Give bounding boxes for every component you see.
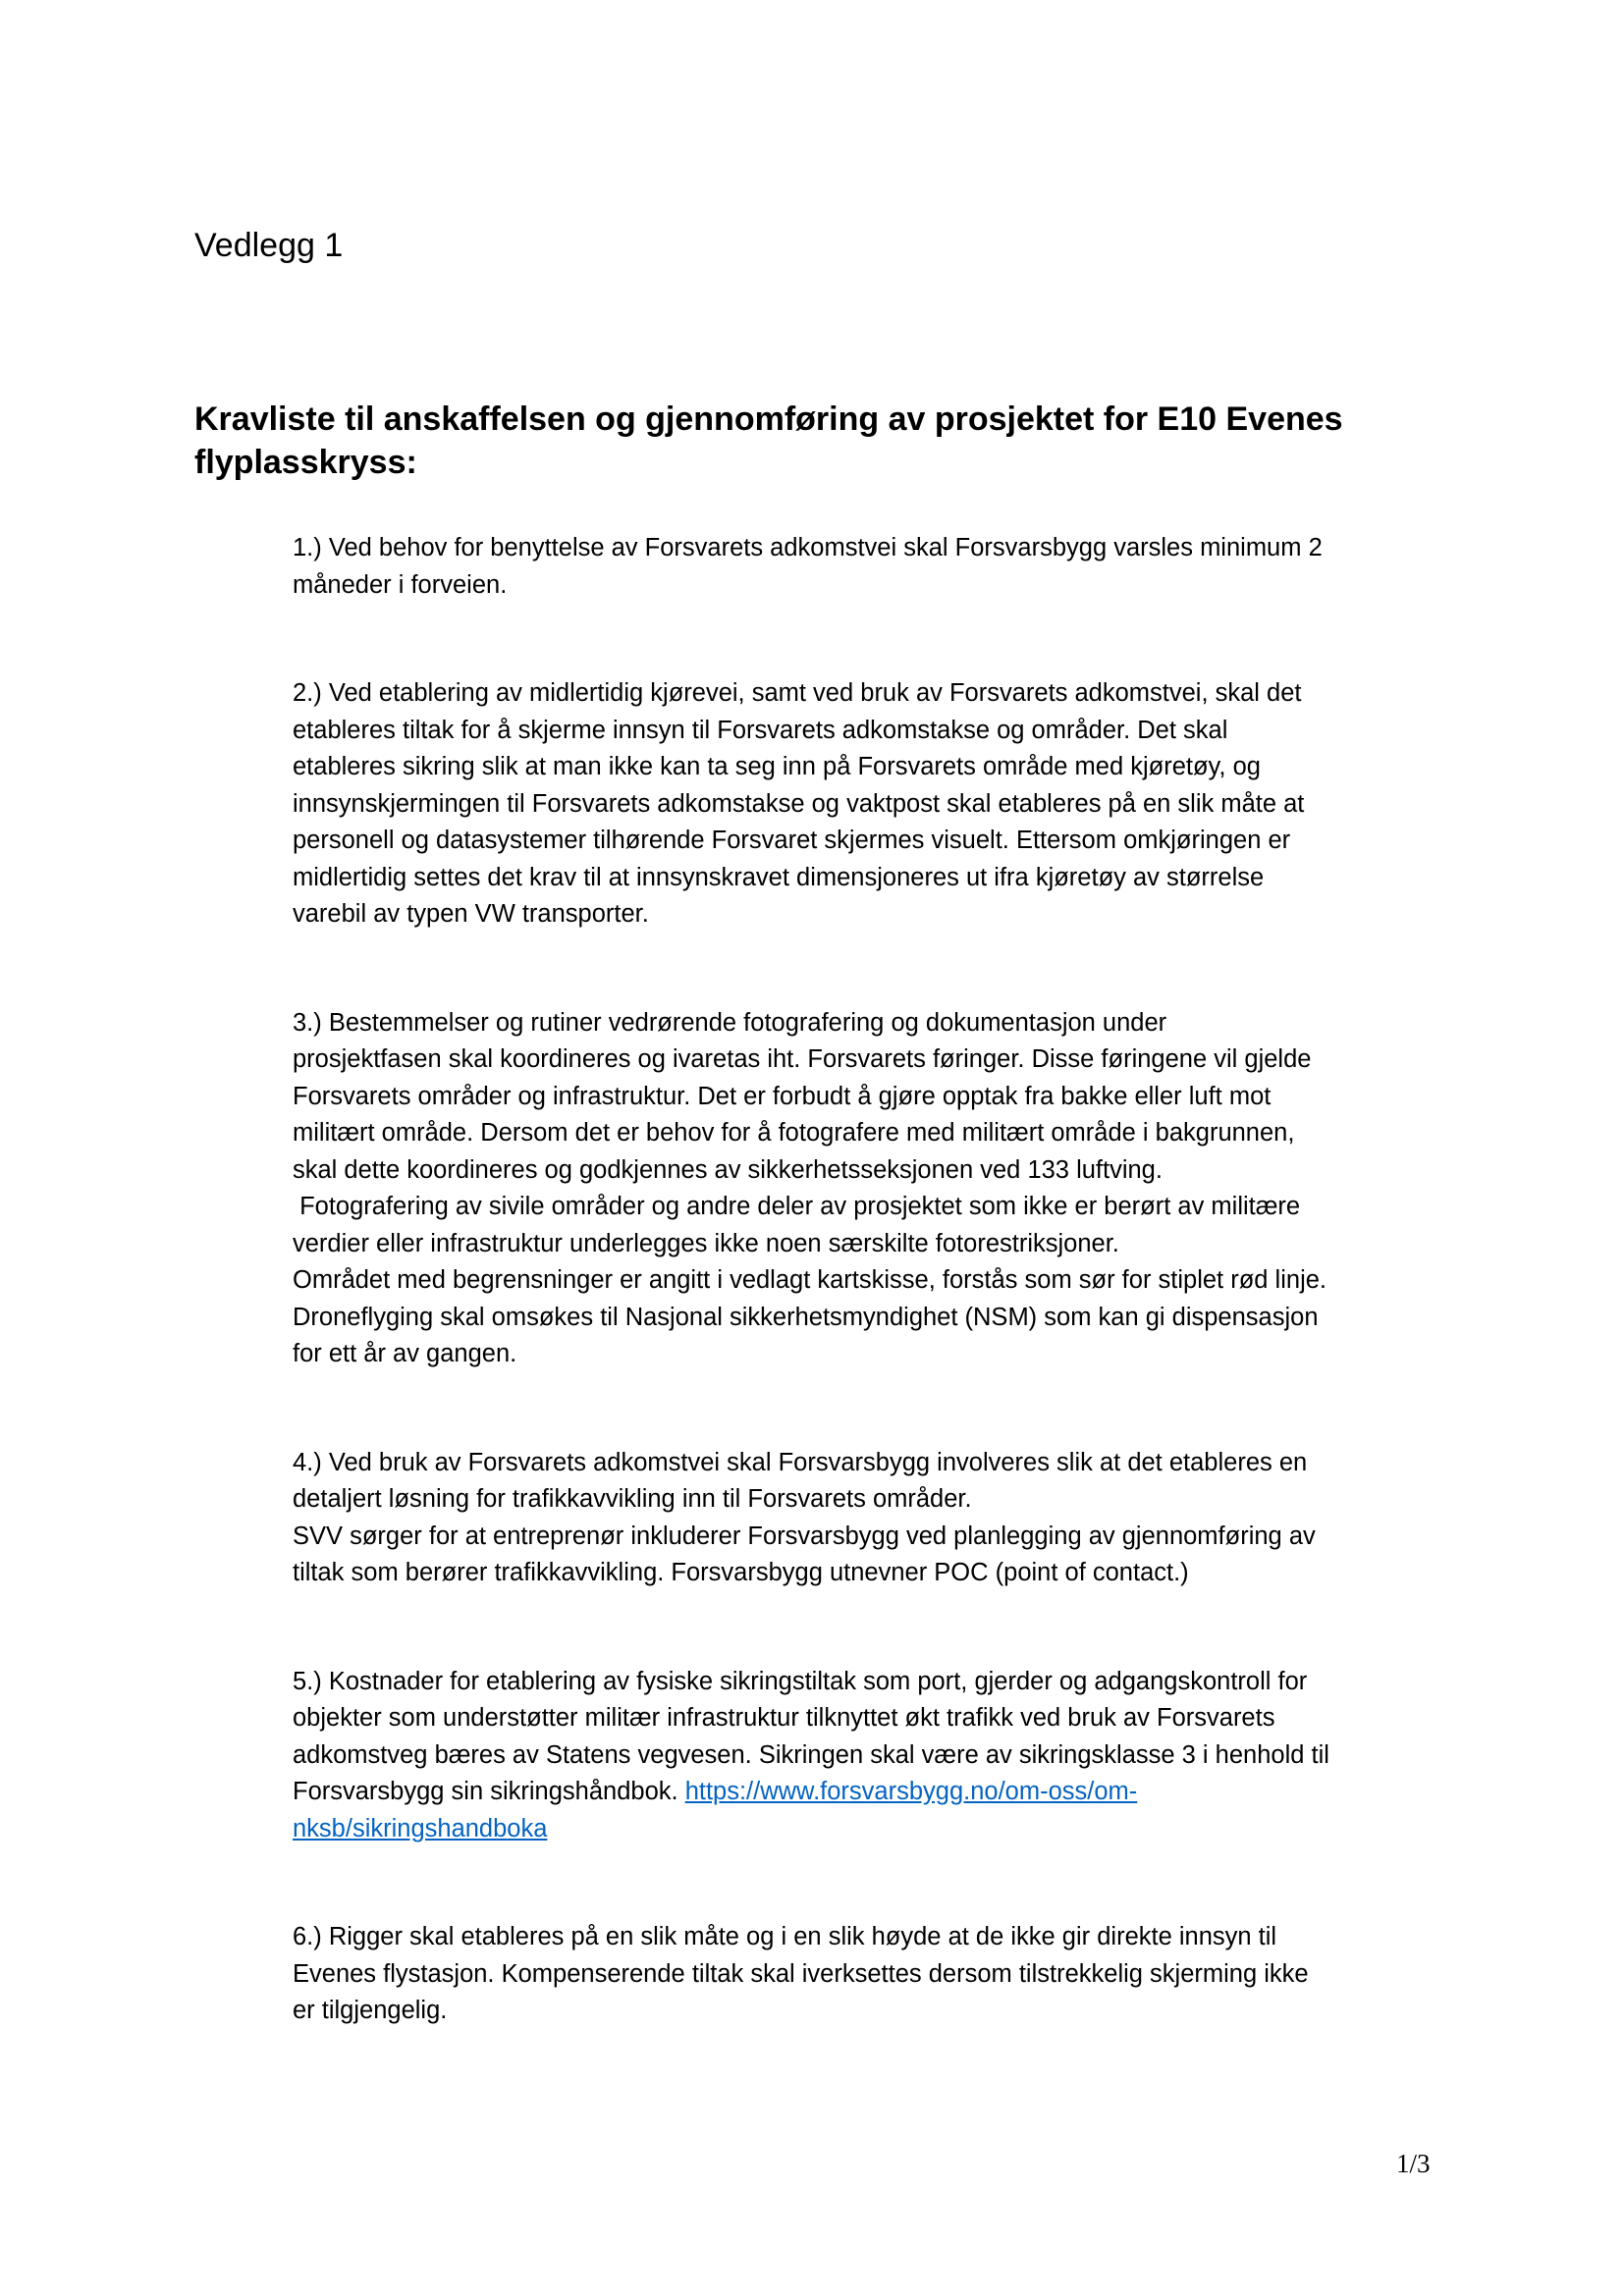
requirement-item-3 <box>293 1005 1451 1373</box>
item-line: Forsvarets områder og infrastruktur. Det er forbudt å gjøre opptak fra bakke eller luft mot <box>293 1082 1272 1110</box>
item-line: prosjektfasen skal koordineres og ivaretas iht. Forsvarets føringer. Disse føringene vil gjelde <box>293 1045 1312 1073</box>
requirement-item-5 <box>293 1664 1451 1848</box>
item-line: for ett år av gangen. <box>293 1340 517 1367</box>
item-line: detaljert løsning for trafikkavvikling inn til Forsvarets områder. <box>293 1485 972 1513</box>
requirement-item-1 <box>293 530 1451 604</box>
requirement-item-4 <box>293 1445 1451 1592</box>
item-line: verdier eller infrastruktur underlegges ikke noen særskilte fotorestriksjoner. <box>293 1229 1119 1257</box>
item-line: objekter som understøtter militær infrastruktur tilknyttet økt trafikk ved bruk av Forsvarets <box>293 1704 1275 1732</box>
item-line: er tilgjengelig. <box>293 1997 448 2024</box>
item-line: tiltak som berører trafikkavvikling. Forsvarsbygg utnevner POC (point of contact.) <box>293 1559 1189 1586</box>
item-line: måneder i forveien. <box>293 570 508 599</box>
item-line: midlertidig settes det krav til at innsynskravet dimensjoneres ut ifra kjøretøy av størrelse <box>293 863 1265 891</box>
requirements-list <box>293 530 1451 2030</box>
attachment-heading: Vedlegg 1 <box>194 227 344 264</box>
requirement-item-6 <box>293 1919 1451 2030</box>
item-line: etableres tiltak for å skjerme innsyn til Forsvarets adkomstakse og områder. Det skal <box>293 716 1228 744</box>
title-line: flyplasskryss: <box>194 444 417 481</box>
page-number: 1/3 <box>1396 2149 1431 2178</box>
item-line: 5.) Kostnader for etablering av fysiske sikringstiltak som port, gjerder og adgangskontroll for <box>293 1667 1308 1695</box>
item-line: 6.) Rigger skal etableres på en slik måte og i en slik høyde at de ikke gir direkte innsyn til <box>293 1923 1277 1950</box>
requirement-item-2 <box>293 675 1451 934</box>
item-line: 4.) Ved bruk av Forsvarets adkomstvei skal Forsvarsbygg involveres slik at det etableres en <box>293 1448 1308 1476</box>
item-line-with-link <box>293 1811 1451 1848</box>
item-line-with-link <box>293 1774 1451 1811</box>
item-line: adkomstveg bæres av Statens vegvesen. Sikringen skal være av sikringsklasse 3 i henhold til <box>293 1740 1329 1769</box>
item-line: SVV sørger for at entreprenør inkluderer Forsvarsbygg ved planlegging av gjennomføring av <box>293 1522 1316 1550</box>
sikringshandbok-link-continued[interactable]: nksb/sikringshandboka <box>293 1814 548 1842</box>
item-line: 3.) Bestemmelser og rutiner vedrørende fotografering og dokumentasjon under <box>293 1008 1167 1037</box>
item-line: militært område. Dersom det er behov for å fotografere med militært område i bakgrunnen, <box>293 1119 1295 1147</box>
item-line: varebil av typen VW transporter. <box>293 900 649 928</box>
item-line: Evenes flystasjon. Kompenserende tiltak skal iverksettes dersom tilstrekkelig skjerming ikke <box>293 1959 1309 1988</box>
document-title <box>194 398 1432 484</box>
item-line: personell og datasystemer tilhørende Forsvaret skjermes visuelt. Ettersom omkjøringen er <box>293 827 1291 854</box>
item-line: Fotografering av sivile områder og andre deler av prosjektet som ikke er berørt av militære <box>293 1193 1301 1220</box>
sikringshandbok-link[interactable]: https://www.forsvarsbygg.no/om-oss/om- <box>684 1778 1138 1805</box>
title-line: Kravliste til anskaffelsen og gjennomføring av prosjektet for E10 Evenes <box>194 400 1343 438</box>
link-prefix-text: Forsvarsbygg sin sikringshåndbok. <box>293 1778 685 1805</box>
item-line: 2.) Ved etablering av midlertidig kjørevei, samt ved bruk av Forsvarets adkomstvei, skal det <box>293 679 1302 707</box>
item-line: Droneflyging skal omsøkes til Nasjonal sikkerhetsmyndighet (NSM) som kan gi dispensasjon <box>293 1303 1319 1331</box>
item-line: etableres sikring slik at man ikke kan ta seg inn på Forsvarets område med kjøretøy, og <box>293 753 1261 780</box>
item-line: 1.) Ved behov for benyttelse av Forsvarets adkomstvei skal Forsvarsbygg varsles minimum 2 <box>293 534 1323 561</box>
item-line: skal dette koordineres og godkjennes av sikkerhetsseksjonen ved 133 luftving. <box>293 1155 1163 1184</box>
item-line: innsynskjermingen til Forsvarets adkomstakse og vaktpost skal etableres på en slik måte at <box>293 789 1305 818</box>
item-line: Området med begrensninger er angitt i vedlagt kartskisse, forstås som sør for stiplet rød linje. <box>293 1266 1326 1294</box>
